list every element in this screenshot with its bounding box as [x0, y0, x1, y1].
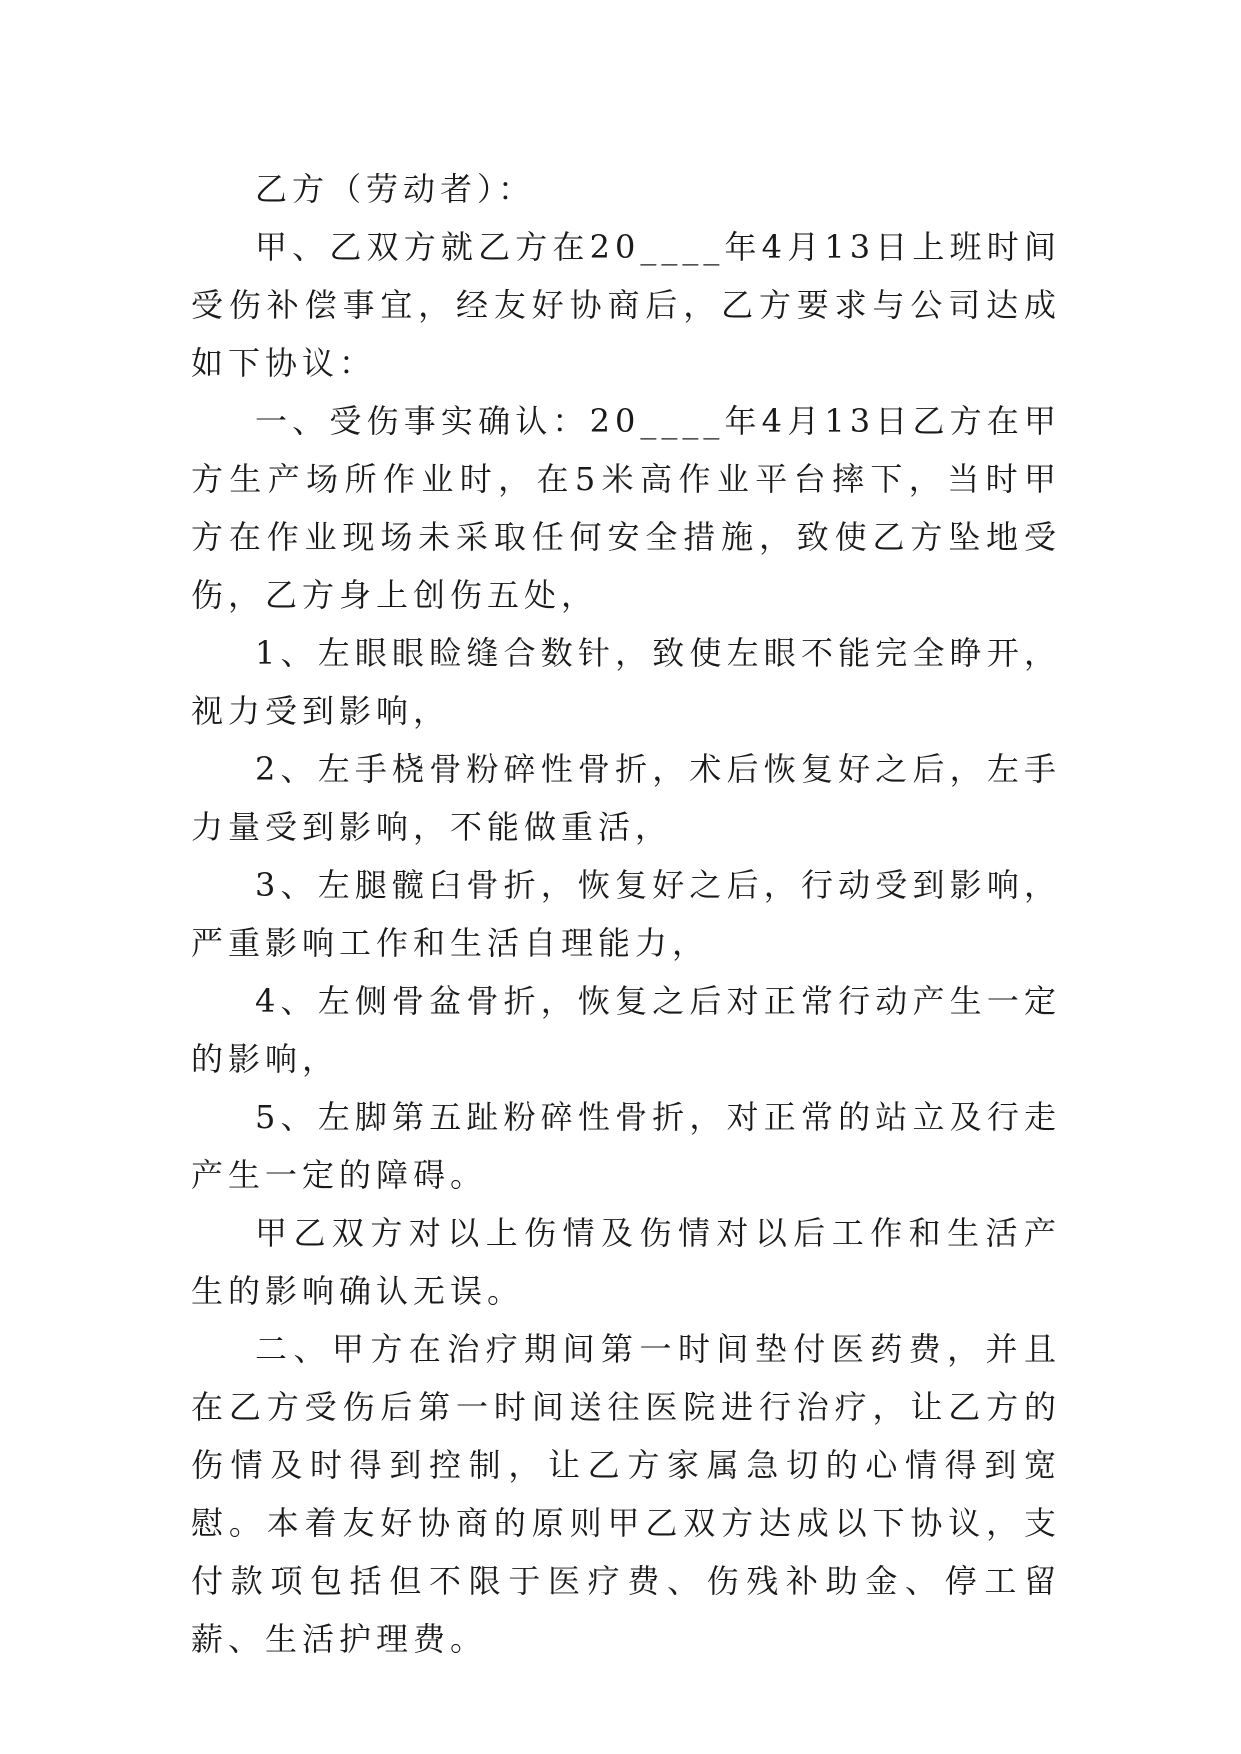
injury-item-2: 2、左手桡骨粉碎性骨折，术后恢复好之后，左手力量受到影响，不能做重活，: [191, 750, 1061, 846]
injury-item-1: 1、左眼眼睑缝合数针，致使左眼不能完全睁开，视力受到影响，: [191, 634, 1061, 730]
injury-facts-clause: 一、受伤事实确认：20____年4月13日乙方在甲方生产场所作业时，在5米高作业平台摔下，当时甲方在作业现场未采取任何安全措施，致使乙方坠地受伤，乙方身上创伤五处，: [191, 402, 1061, 614]
compensation-clause: 二、甲方在治疗期间第一时间垫付医药费，并且在乙方受伤后第一时间送往医院进行治疗，让乙方的伤情及时得到控制，让乙方家属急切的心情得到宽慰。本着友好协商的原则甲乙双方达成以下协议，支付款项包括但不限于医疗费、伤残补助金、停工留薪、生活护理费。: [191, 1330, 1061, 1658]
injury-item-3: 3、左腿髋臼骨折，恢复好之后，行动受到影响，严重影响工作和生活自理能力，: [191, 866, 1061, 962]
agreement-intro: 甲、乙双方就乙方在20____年4月13日上班时间受伤补偿事宜，经友好协商后，乙方要求与公司达成如下协议：: [191, 228, 1061, 382]
confirmation-statement: 甲乙双方对以上伤情及伤情对以后工作和生活产生的影响确认无误。: [191, 1214, 1061, 1310]
injury-item-4: 4、左侧骨盆骨折，恢复之后对正常行动产生一定的影响，: [191, 982, 1061, 1078]
document-page: [191, 160, 1061, 1668]
party-b-label: 乙方（劳动者）：: [255, 170, 536, 208]
injury-item-5: 5、左脚第五趾粉碎性骨折，对正常的站立及行走产生一定的障碍。: [191, 1098, 1061, 1194]
